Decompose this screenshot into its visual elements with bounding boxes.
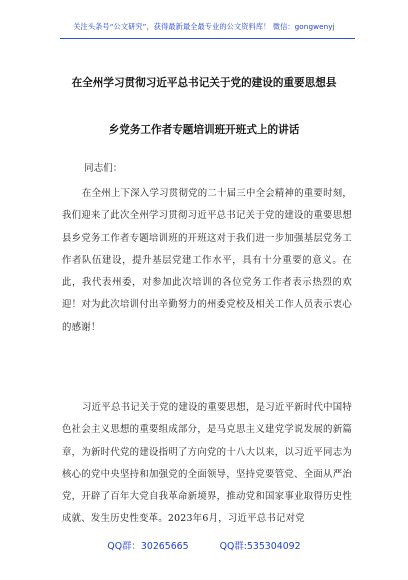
header-divider (60, 38, 355, 39)
paragraph-1-text: 在全州上下深入学习贯彻党的二十届三中全会精神的重要时刻，我们迎来了此次全州学习贯彻习近平总书记关于党的建设的重要思想县乡党务工作者专题培训班的开班这对于我们进一步加强基层党务工作者队伍建设，提升基层党建工作水平，具有十分重要的意义。在此，我代表州委，对参加此次培训的各位党务工作者表示热烈的欢迎！对为此次培训付出辛勤努力的州委党校及相关工作人员表示衷心的感谢！ (62, 188, 352, 333)
header-banner: 关注头条号“公文研究”，获得最新最全最专业的公文资料库！ 微信：gongwenyj (73, 22, 335, 31)
paragraph-2-text: 习近平总书记关于党的建设的重要思想，是习近平新时代中国特色社会主义思想的重要组成部分，是马克思主义建党学说发展的新篇章，为新时代党的建设指明了方向党的十八大以来，以习近平同志为核心的党中央坚持和加强党的全面领导，坚持党要管党、全面从严治党，开辟了百年大党自我革命新境界，推动党和国家事业取得历史性成就、发生历史性变革。2023年6月，习近平总书记对党 (62, 402, 352, 525)
document-title-line-2: 乡党务工作者专题培训班开班式上的讲话 (108, 124, 300, 136)
paragraph-1 (62, 183, 352, 339)
footer (0, 538, 408, 552)
footer-qq-group-2: QQ群:535304092 (219, 541, 301, 552)
document-title-line-1: 在全州学习贯彻习近平总书记关于党的建设的重要思想县 (71, 77, 337, 89)
salutation: 同志们： (84, 163, 123, 174)
paragraph-2 (62, 397, 352, 531)
footer-qq-group-1: QQ群：30265665 (107, 541, 189, 552)
